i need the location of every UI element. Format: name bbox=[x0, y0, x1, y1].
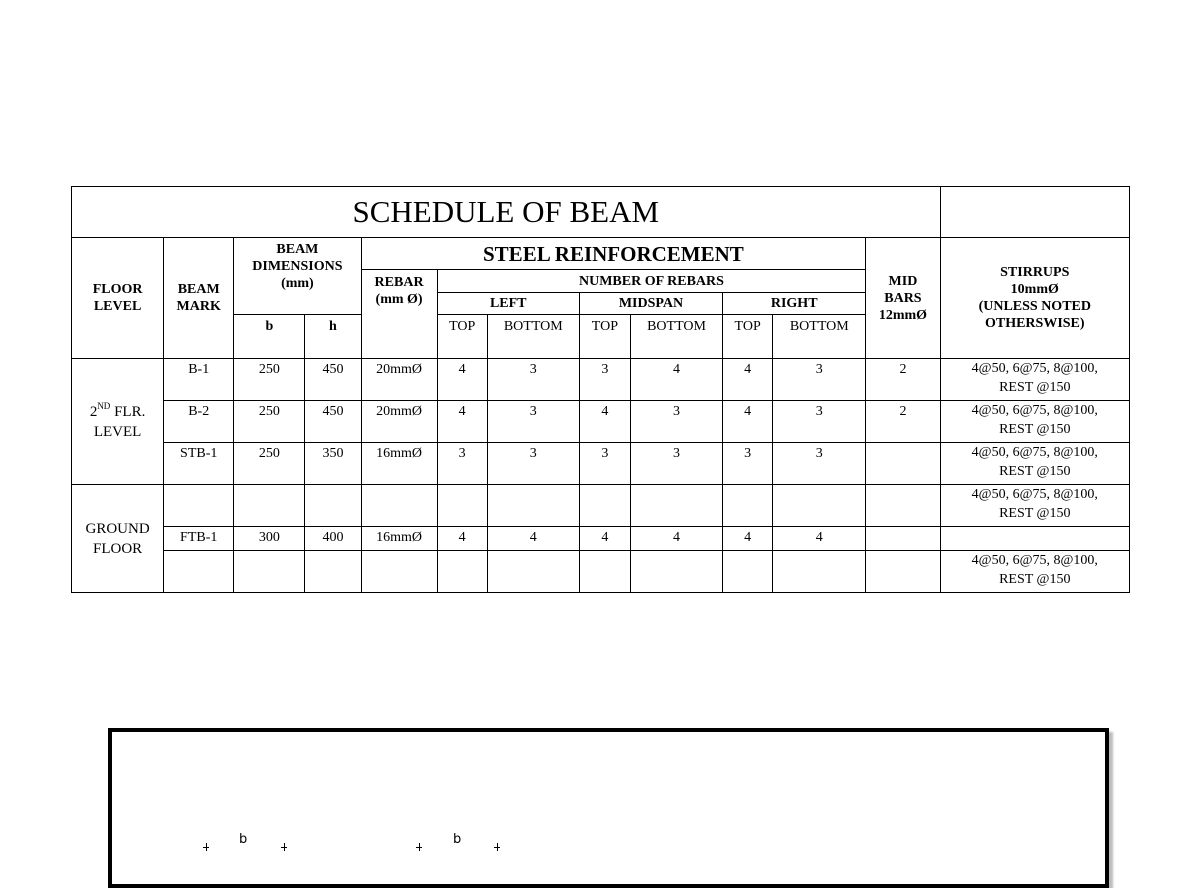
header-left: LEFT bbox=[437, 293, 579, 315]
floor-ground-line1: GROUND bbox=[85, 521, 150, 537]
dimension-tick bbox=[416, 847, 422, 848]
cell-h bbox=[305, 551, 361, 593]
header-beam-mark-line2: MARK bbox=[176, 299, 221, 314]
header-beam-dimensions-line3: (mm) bbox=[281, 276, 314, 291]
table-row bbox=[72, 485, 1130, 527]
cell-rebar: 16mmØ bbox=[361, 527, 437, 551]
cell-stirrups bbox=[940, 359, 1129, 401]
header-right: RIGHT bbox=[723, 293, 866, 315]
floor-2nd-suffix: ND bbox=[97, 401, 111, 411]
cell-right-bottom bbox=[773, 551, 866, 593]
cell-mid-bars bbox=[866, 485, 940, 527]
header-rebar-line1: REBAR bbox=[374, 275, 424, 290]
cell-left-top: 4 bbox=[437, 527, 487, 551]
header-midspan: MIDSPAN bbox=[579, 293, 722, 315]
cell-stirrups bbox=[940, 443, 1129, 485]
cell-b: 300 bbox=[234, 527, 305, 551]
cell-mid-bars bbox=[866, 443, 940, 485]
cell-right-top bbox=[723, 551, 773, 593]
header-stirrups-line2: 10mmØ bbox=[1010, 282, 1059, 297]
cell-mark: B-2 bbox=[164, 401, 234, 443]
cell-mid-top: 3 bbox=[579, 443, 630, 485]
floor-2nd-level bbox=[72, 359, 164, 485]
header-mid-bars-line1: MID bbox=[888, 273, 918, 289]
stirrups-line1: 4@50, 6@75, 8@100, bbox=[971, 553, 1098, 568]
header-beam-dimensions-line1: BEAM bbox=[276, 242, 319, 257]
floor-2nd-rest: FLR. bbox=[110, 404, 146, 420]
stirrups-line2: REST @150 bbox=[999, 506, 1071, 521]
header-mid-bars-line3: 12mmØ bbox=[878, 307, 928, 323]
cell-rebar bbox=[361, 551, 437, 593]
cell-mark bbox=[164, 551, 234, 593]
cell-mid-bottom: 3 bbox=[630, 401, 722, 443]
stirrups-line1: 4@50, 6@75, 8@100, bbox=[971, 403, 1098, 418]
header-dim-h: h bbox=[305, 315, 361, 359]
cell-b: 250 bbox=[234, 401, 305, 443]
stirrups-line1: 4@50, 6@75, 8@100, bbox=[971, 445, 1098, 460]
cell-stirrups bbox=[940, 527, 1129, 551]
stirrups-line1: 4@50, 6@75, 8@100, bbox=[971, 361, 1098, 376]
cell-right-bottom: 4 bbox=[773, 527, 866, 551]
header-rebar bbox=[361, 270, 437, 359]
dimension-tick bbox=[281, 847, 287, 848]
cell-mid-bottom bbox=[630, 485, 722, 527]
stirrups-line2: REST @150 bbox=[999, 380, 1071, 395]
cell-mid-bars: 2 bbox=[866, 359, 940, 401]
cell-rebar: 16mmØ bbox=[361, 443, 437, 485]
cell-rebar: 20mmØ bbox=[361, 359, 437, 401]
stirrups-line2: REST @150 bbox=[999, 464, 1071, 479]
header-mid-bars-line2: BARS bbox=[884, 290, 922, 306]
table-row bbox=[72, 527, 1130, 551]
cell-right-bottom: 3 bbox=[773, 443, 866, 485]
cell-right-top bbox=[723, 485, 773, 527]
cell-right-bottom: 3 bbox=[773, 359, 866, 401]
stirrups-line2: REST @150 bbox=[999, 422, 1071, 437]
floor-ground-line2: FLOOR bbox=[92, 541, 143, 557]
cell-mid-top: 4 bbox=[579, 527, 630, 551]
header-beam-dimensions-line2: DIMENSIONS bbox=[252, 259, 343, 274]
cell-right-bottom bbox=[773, 485, 866, 527]
cell-stirrups bbox=[940, 551, 1129, 593]
cell-left-bottom: 3 bbox=[487, 401, 579, 443]
title-blank-cell bbox=[940, 187, 1129, 238]
header-steel-reinforcement: STEEL REINFORCEMENT bbox=[361, 238, 866, 270]
cell-mid-bottom: 3 bbox=[630, 443, 722, 485]
cell-mark bbox=[164, 485, 234, 527]
dimension-label-b-1: b bbox=[239, 832, 248, 847]
cell-right-top: 3 bbox=[723, 443, 773, 485]
table-row bbox=[72, 551, 1130, 593]
cell-stirrups bbox=[940, 401, 1129, 443]
cell-left-bottom bbox=[487, 485, 579, 527]
cell-mid-top bbox=[579, 485, 630, 527]
cell-mid-top bbox=[579, 551, 630, 593]
header-left-bottom: BOTTOM bbox=[487, 315, 579, 359]
cell-h bbox=[305, 485, 361, 527]
header-beam-mark-line1: BEAM bbox=[177, 282, 220, 297]
header-stirrups bbox=[940, 238, 1129, 359]
stirrups-line1: 4@50, 6@75, 8@100, bbox=[971, 487, 1098, 502]
header-right-top: TOP bbox=[723, 315, 773, 359]
cell-left-top: 4 bbox=[437, 401, 487, 443]
cell-right-top: 4 bbox=[723, 359, 773, 401]
cell-left-top: 4 bbox=[437, 359, 487, 401]
cell-left-bottom: 3 bbox=[487, 443, 579, 485]
beam-schedule-table bbox=[71, 186, 1130, 593]
cell-stirrups bbox=[940, 485, 1129, 527]
cell-mark: STB-1 bbox=[164, 443, 234, 485]
header-stirrups-line1: STIRRUPS bbox=[1000, 265, 1070, 280]
header-rebar-line2: (mm Ø) bbox=[375, 292, 423, 307]
cell-mid-top: 3 bbox=[579, 359, 630, 401]
cell-mark: B-1 bbox=[164, 359, 234, 401]
cell-mid-bottom: 4 bbox=[630, 359, 722, 401]
dimension-label-b-2: b bbox=[453, 832, 462, 847]
cell-b: 250 bbox=[234, 443, 305, 485]
cell-left-bottom: 3 bbox=[487, 359, 579, 401]
header-mid-top: TOP bbox=[579, 315, 630, 359]
cell-h: 350 bbox=[305, 443, 361, 485]
cell-b: 250 bbox=[234, 359, 305, 401]
cell-left-bottom: 4 bbox=[487, 527, 579, 551]
cell-left-top bbox=[437, 551, 487, 593]
schedule-title: SCHEDULE OF BEAM bbox=[72, 187, 941, 238]
header-mid-bottom: BOTTOM bbox=[630, 315, 722, 359]
stirrups-line2: REST @150 bbox=[999, 572, 1071, 587]
header-left-top: TOP bbox=[437, 315, 487, 359]
header-dim-b: b bbox=[234, 315, 305, 359]
cell-left-top: 3 bbox=[437, 443, 487, 485]
cell-mark: FTB-1 bbox=[164, 527, 234, 551]
header-mid-bars bbox=[866, 238, 940, 359]
header-stirrups-line3: (UNLESS NOTED bbox=[978, 299, 1091, 314]
cell-mid-bottom bbox=[630, 551, 722, 593]
header-beam-mark bbox=[164, 238, 234, 359]
dimension-tick bbox=[494, 847, 500, 848]
cell-right-top: 4 bbox=[723, 401, 773, 443]
dimension-tick bbox=[203, 847, 209, 848]
floor-2nd-line2: LEVEL bbox=[93, 424, 142, 440]
beam-detail-frame bbox=[108, 728, 1109, 888]
header-floor-level-line1: FLOOR bbox=[92, 282, 143, 297]
cell-right-top: 4 bbox=[723, 527, 773, 551]
header-right-bottom: BOTTOM bbox=[773, 315, 866, 359]
cell-mid-bars: 2 bbox=[866, 401, 940, 443]
header-floor-level-line2: LEVEL bbox=[93, 299, 142, 314]
cell-left-bottom bbox=[487, 551, 579, 593]
table-row bbox=[72, 359, 1130, 401]
cell-h: 450 bbox=[305, 359, 361, 401]
cell-h: 450 bbox=[305, 401, 361, 443]
cell-mid-bars bbox=[866, 527, 940, 551]
floor-2nd-number: 2 bbox=[89, 404, 98, 420]
table-row bbox=[72, 443, 1130, 485]
cell-left-top bbox=[437, 485, 487, 527]
cell-b bbox=[234, 485, 305, 527]
header-number-of-rebars: NUMBER OF REBARS bbox=[437, 270, 866, 293]
cell-rebar: 20mmØ bbox=[361, 401, 437, 443]
floor-ground bbox=[72, 485, 164, 593]
header-floor-level bbox=[72, 238, 164, 359]
table-row bbox=[72, 401, 1130, 443]
cell-mid-bars bbox=[866, 551, 940, 593]
cell-b bbox=[234, 551, 305, 593]
cell-mid-bottom: 4 bbox=[630, 527, 722, 551]
cell-right-bottom: 3 bbox=[773, 401, 866, 443]
cell-mid-top: 4 bbox=[579, 401, 630, 443]
header-beam-dimensions bbox=[234, 238, 361, 315]
cell-h: 400 bbox=[305, 527, 361, 551]
header-stirrups-line4: OTHERSWISE) bbox=[984, 316, 1085, 331]
cell-rebar bbox=[361, 485, 437, 527]
